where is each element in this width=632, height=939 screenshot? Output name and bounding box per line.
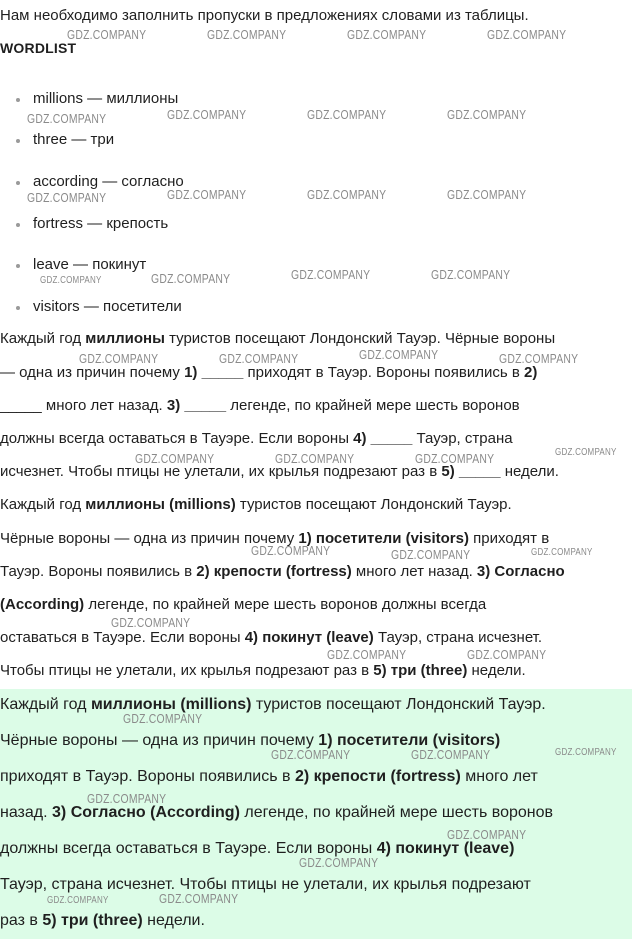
watermark: GDZ.COMPANY bbox=[299, 855, 379, 870]
watermark: GDZ.COMPANY bbox=[291, 267, 371, 282]
watermark: GDZ.COMPANY bbox=[151, 271, 231, 286]
watermark: GDZ.COMPANY bbox=[167, 187, 247, 202]
watermark: GDZ.COMPANY bbox=[67, 27, 147, 42]
wordlist-item: millions — миллионы bbox=[16, 89, 161, 109]
watermark: GDZ.COMPANY bbox=[359, 347, 439, 362]
watermark: GDZ.COMPANY bbox=[391, 547, 471, 562]
wordlist-item: fortress — крепость bbox=[16, 214, 151, 234]
watermark: GDZ.COMPANY bbox=[347, 27, 427, 42]
wordlist-item: visitors — посетители bbox=[16, 297, 165, 317]
watermark: GDZ.COMPANY bbox=[123, 711, 203, 726]
watermark: GDZ.COMPANY bbox=[447, 187, 527, 202]
watermark: GDZ.COMPANY bbox=[40, 275, 102, 286]
watermark: GDZ.COMPANY bbox=[135, 451, 215, 466]
watermark: GDZ.COMPANY bbox=[447, 827, 527, 842]
watermark: GDZ.COMPANY bbox=[555, 447, 617, 458]
watermark: GDZ.COMPANY bbox=[167, 107, 247, 122]
watermark: GDZ.COMPANY bbox=[307, 107, 387, 122]
document-page: Нам необходимо заполнить пропуски в предложениях словами из таблицы. WORDLIST millions — миллионы three — три according — согласно fortress — крепость leave — покинут visitors — посетители Каждый год миллионы туристов посещают Лондонский Тауэр. Чёрные вороны — одна из причин почему 1) _____ приходят в Тауэр. Вороны появились в 2) _____ много лет назад. 3) _____ легенде, по крайней мере шесть воронов должны всегда оставаться в Тауэре. Если вороны 4) _____ Тауэр, страна исчезнет. Чтобы птицы не улетали, их крылья подрезают раз в 5) _____ недели. Каждый год миллионы (millions) туристов посещают Лондонский Тауэр. Чёрные вороны — одна из причин почему 1) посетители (visitors) приходят в Тауэр. Вороны появились в 2) крепости (fortress) много лет назад. 3) Согласно (According) легенде, по крайней мере шесть воронов должны всегда оставаться в Тауэре. Если вороны 4) покинут (leave) Тауэр, страна исчезнет. Чтобы птицы не улетали, их крылья подрезают раз в 5) три (three) недели. Каждый год миллионы (millions) туристов посещают Лондонский Тауэр. Чёрные вороны — одна из причин почему 1) посетители (visitors) приходят в Тауэр. Вороны появились в 2) крепости (fortress) много лет назад. 3) Согласно (According) легенде, по крайней мере шесть воронов должны всегда оставаться в Тауэре. Если вороны 4) покинут (leave) Тауэр, страна исчезнет. Чтобы птицы не улетали, их крылья подрезают раз в 5) три (three) недели. GDZ.COMPANY GDZ.COMPANY GDZ.COMPANY GDZ.COMPANY GDZ.COMPANY GDZ.COMPANY GDZ.COMPANY GDZ.COMPANY GDZ.COMPANY GDZ.COMPANY GDZ.COMPANY GDZ.COMPANY GDZ.COMPANY GDZ.COMPANY GDZ.COMPANY GDZ.COMPANY GDZ.COMPANY GDZ.COMPANY GDZ.COMPANY GDZ.COMPANY GDZ.COMPANY GDZ.COMPANY GDZ.COMPANY GDZ.COMPANY GDZ.COMPANY GDZ.COMPANY GDZ.COMPANY GDZ.COMPANY GDZ.COMPANY GDZ.COMPANY GDZ.COMPANY GDZ.COMPANY GDZ.COMPANY GDZ.COMPANY GDZ.COMPANY GDZ.COMPANY GDZ.COMPANY GDZ.COMPANY GDZ.COMPANY bbox=[0, 0, 632, 939]
watermark: GDZ.COMPANY bbox=[431, 267, 511, 282]
watermark: GDZ.COMPANY bbox=[415, 451, 495, 466]
watermark: GDZ.COMPANY bbox=[275, 451, 355, 466]
watermark: GDZ.COMPANY bbox=[207, 27, 287, 42]
watermark: GDZ.COMPANY bbox=[447, 107, 527, 122]
watermark: GDZ.COMPANY bbox=[307, 187, 387, 202]
watermark: GDZ.COMPANY bbox=[487, 27, 567, 42]
watermark: GDZ.COMPANY bbox=[251, 543, 331, 558]
watermark: GDZ.COMPANY bbox=[27, 111, 107, 126]
watermark: GDZ.COMPANY bbox=[111, 615, 191, 630]
watermark: GDZ.COMPANY bbox=[27, 190, 107, 205]
watermark: GDZ.COMPANY bbox=[467, 647, 547, 662]
watermark: GDZ.COMPANY bbox=[47, 895, 109, 906]
wordlist-item: three — три bbox=[16, 130, 97, 150]
watermark: GDZ.COMPANY bbox=[79, 351, 159, 366]
watermark: GDZ.COMPANY bbox=[499, 351, 579, 366]
watermark: GDZ.COMPANY bbox=[555, 747, 617, 758]
watermark: GDZ.COMPANY bbox=[327, 647, 407, 662]
watermark: GDZ.COMPANY bbox=[411, 747, 491, 762]
watermark: GDZ.COMPANY bbox=[159, 891, 239, 906]
watermark: GDZ.COMPANY bbox=[219, 351, 299, 366]
watermark: GDZ.COMPANY bbox=[531, 547, 593, 558]
wordlist-title: WORDLIST bbox=[0, 40, 77, 56]
watermark: GDZ.COMPANY bbox=[87, 791, 167, 806]
watermark: GDZ.COMPANY bbox=[271, 747, 351, 762]
intro-text: Нам необходимо заполнить пропуски в предложениях словами из таблицы. bbox=[0, 7, 529, 24]
wordlist-item: according — согласно bbox=[16, 172, 167, 192]
wordlist-item: leave — покинут bbox=[16, 255, 129, 275]
